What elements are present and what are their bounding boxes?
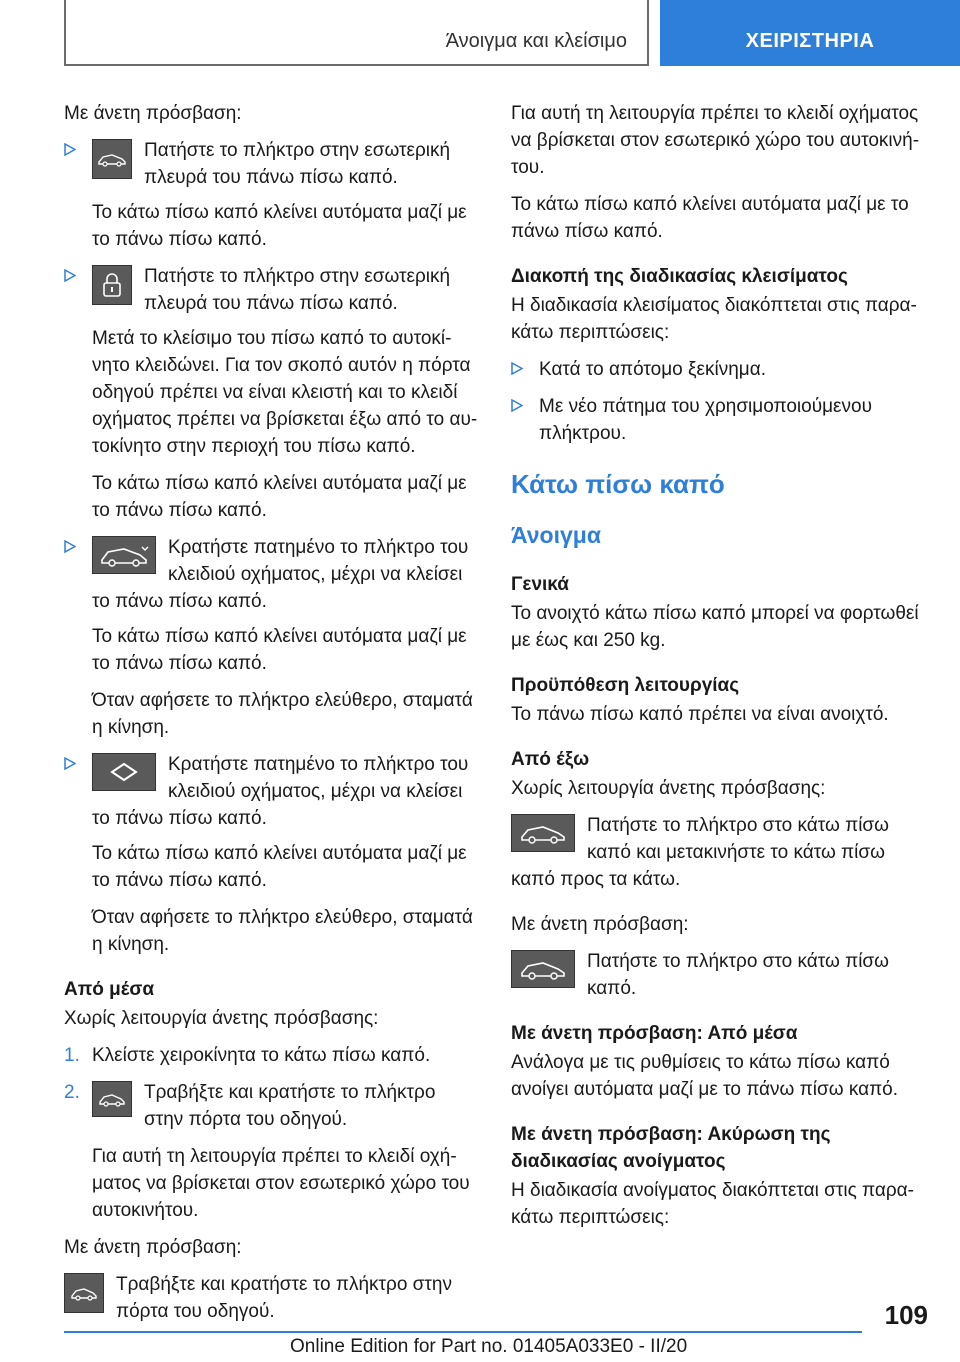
step-number: 2. — [64, 1082, 80, 1103]
comfort-outside-step — [511, 948, 926, 1002]
triangle-bullet-icon — [64, 143, 76, 156]
diamond-key-icon — [92, 753, 156, 791]
step-2 — [64, 263, 479, 317]
numbered-step-2-text: Τραβήξτε και κρατήστε το πλήκτρο στην πόρτα του οδηγού. — [144, 1082, 436, 1130]
comfort-access-intro: Με άνετη πρόσβαση: — [64, 103, 242, 124]
step-3-note-1: Το κάτω πίσω καπό κλείνει αυτόματα μαζί με το πάνω πίσω καπό. — [92, 626, 467, 674]
interrupt-bullet-1 — [511, 356, 926, 383]
lower-tailgate-button-icon — [511, 950, 575, 988]
comfort-step — [64, 1271, 479, 1325]
key-inside-note: Για αυτή τη λειτουργία πρέπει το κλειδί οχήματος να βρίσκεται στον εσωτερικό χώρο του αυτοκινήτου. — [511, 103, 920, 178]
edition-footer: Online Edition for Part no. 01405A033E0 - II/20 — [290, 1336, 688, 1357]
step-4-note-1: Το κάτω πίσω καπό κλείνει αυτόματα μαζί με το πάνω πίσω καπό. — [92, 843, 467, 891]
subsection-heading-opening: Άνοιγμα — [511, 522, 601, 548]
step-1 — [64, 137, 479, 191]
left-column — [64, 100, 479, 1335]
door-button-icon — [64, 1273, 104, 1313]
triangle-bullet-icon — [64, 757, 76, 770]
header-section-box — [64, 0, 649, 66]
step-1-text: Πατήστε το πλήκτρο στην εσωτερική πλευρά του πάνω πίσω καπό. — [144, 140, 451, 188]
step-3-text: Κρατήστε πατημένο το πλήκτρο του κλειδιού οχήματος, μέχρι να κλείσει το πάνω πίσω καπό. — [92, 537, 469, 612]
from-inside-text: Χωρίς λειτουργία άνετης πρόσβασης: — [64, 1008, 379, 1029]
step-3 — [64, 534, 479, 615]
comfort-outside-step-text: Πατήστε το πλήκτρο στο κάτω πίσω καπό. — [587, 951, 889, 999]
interrupt-text: Η διαδικασία κλεισίματος διακόπτεται στις παρακάτω περιπτώσεις: — [511, 295, 917, 343]
general-text: Το ανοιχτό κάτω πίσω καπό μπορεί να φορτωθεί με έως και 250 kg. — [511, 603, 919, 651]
triangle-bullet-icon — [64, 540, 76, 553]
triangle-bullet-icon — [511, 362, 523, 375]
from-inside-heading: Από μέσα — [64, 979, 155, 1000]
chapter-tab — [660, 0, 960, 66]
section-heading-lower-tailgate: Κάτω πίσω καπό — [511, 469, 725, 499]
interrupt-bullet-2 — [511, 393, 926, 447]
prereq-text: Το πάνω πίσω καπό πρέπει να είναι ανοιχτό. — [511, 704, 889, 725]
interrupt-bullet-2-text: Με νέο πάτημα του χρησιμοποιούμενου πλήκτρου. — [539, 396, 872, 444]
step-3-note-2: Όταν αφήσετε το πλήκτρο ελεύθερο, σταματά η κίνηση. — [92, 690, 473, 738]
lower-tailgate-button-icon — [511, 814, 575, 852]
lock-icon — [92, 265, 132, 305]
outside-heading: Από έξω — [511, 749, 590, 770]
general-heading: Γενικά — [511, 574, 569, 595]
interrupt-heading: Διακοπή της διαδικασίας κλεισίματος — [511, 266, 848, 287]
outside-step-text: Πατήστε το πλήκτρο στο κάτω πίσω καπό και μετακινήστε το κάτω πίσω καπό προς τα κάτω. — [511, 815, 889, 890]
step-number: 1. — [64, 1045, 80, 1066]
outside-text: Χωρίς λειτουργία άνετης πρόσβασης: — [511, 778, 826, 799]
section-title: Άνοιγμα και κλείσιμο — [445, 30, 627, 52]
step-2-note-2: Το κάτω πίσω καπό κλείνει αυτόματα μαζί με το πάνω πίσω καπό. — [92, 473, 467, 521]
triangle-bullet-icon — [64, 269, 76, 282]
cancel-text: Η διαδικασία ανοίγματος διακόπτεται στις παρακάτω περιπτώσεις: — [511, 1180, 914, 1228]
lower-closes-note: Το κάτω πίσω καπό κλείνει αυτόματα μαζί με το πάνω πίσω καπό. — [511, 194, 909, 242]
right-column — [511, 100, 926, 1241]
chapter-tab-label: ΧΕΙΡΙΣΤΗΡΙΑ — [745, 30, 875, 52]
cancel-heading: Με άνετη πρόσβαση: Ακύρωση της διαδικασίας ανοίγματος — [511, 1124, 831, 1172]
step-4 — [64, 751, 479, 832]
outside-step — [511, 812, 926, 893]
comfort-inside-text: Ανάλογα με τις ρυθμίσεις το κάτω πίσω καπό ανοίγει αυτόματα μαζί με το πάνω πίσω καπό. — [511, 1052, 899, 1100]
interrupt-bullet-1-text: Κατά το απότομο ξεκίνημα. — [539, 359, 766, 380]
comfort-inside-heading: Με άνετη πρόσβαση: Από μέσα — [511, 1023, 798, 1044]
prereq-heading: Προϋπόθεση λειτουργίας — [511, 675, 740, 696]
comfort-intro-2: Με άνετη πρόσβαση: — [64, 1237, 242, 1258]
step-2-text: Πατήστε το πλήκτρο στην εσωτερική πλευρά του πάνω πίσω καπό. — [144, 266, 451, 314]
car-trunk-icon — [92, 139, 132, 179]
page-number: 109 — [884, 1300, 928, 1330]
step-4-text: Κρατήστε πατημένο το πλήκτρο του κλειδιού οχήματος, μέχρι να κλείσει το πάνω πίσω καπό. — [92, 754, 469, 829]
car-trunk-key-icon — [92, 536, 156, 574]
step-4-note-2: Όταν αφήσετε το πλήκτρο ελεύθερο, σταματά η κίνηση. — [92, 907, 473, 955]
door-button-icon — [92, 1081, 132, 1117]
comfort-step-text: Τραβήξτε και κρατήστε το πλήκτρο στην πόρτα του οδηγού. — [116, 1274, 452, 1322]
triangle-bullet-icon — [511, 399, 523, 412]
numbered-step-1-text: Κλείστε χειροκίνητα το κάτω πίσω καπό. — [92, 1045, 431, 1066]
numbered-step-2-note: Για αυτή τη λειτουργία πρέπει το κλειδί οχήματος να βρίσκεται στον εσωτερικό χώρο του αυτοκινήτου. — [92, 1146, 470, 1221]
footer-divider — [64, 1331, 862, 1333]
numbered-step-2 — [64, 1079, 479, 1133]
step-1-note: Το κάτω πίσω καπό κλείνει αυτόματα μαζί με το πάνω πίσω καπό. — [92, 202, 467, 250]
step-2-note-1: Μετά το κλείσιμο του πίσω καπό το αυτοκίνητο κλειδώνει. Για τον σκοπό αυτόν η πόρτα οδηγού πρέπει να είναι κλειστή και το κλειδί οχήματος πρέπει να βρίσκεται έξω από το αυτοκίνητο στην περιοχή του πίσω καπό. — [92, 328, 478, 457]
comfort-intro-right: Με άνετη πρόσβαση: — [511, 914, 689, 935]
numbered-step-1 — [64, 1042, 479, 1069]
